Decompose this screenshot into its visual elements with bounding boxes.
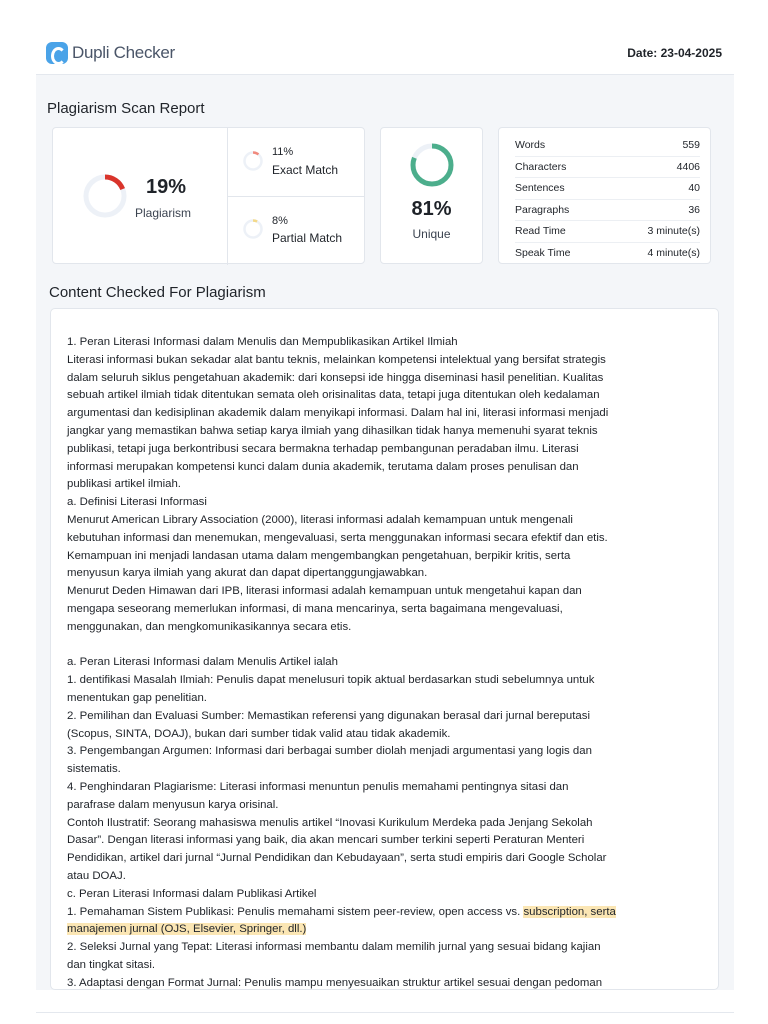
unique-percent: 81% [411,198,452,220]
unique-label: Unique [412,227,451,241]
stat-row-words [515,135,700,157]
partial-match-ring [242,218,264,240]
plagiarism-card [52,127,365,264]
content-line: Menurut American Library Association (2000), literasi informasi adalah kemampuan untuk mengenali [67,513,573,526]
stat-value: 4 minute(s) [647,247,700,260]
content-line: 1. dentifikasi Masalah Ilmiah: Penulis dapat menelusuri topik aktual berdasarkan studi sebelumnya untuk [67,674,595,687]
unique-card [380,127,483,264]
content-line: c. Peran Literasi Informasi dalam Publikasi Artikel [67,887,317,900]
content-line: 2. Seleksi Jurnal yang Tepat: Literasi informasi membantu dalam memilih jurnal yang sesuai bidang kajian [67,941,601,954]
stats-card [498,127,711,264]
content-line: mengapa seseorang memerlukan informasi, di mana mencarinya, serta bagaimana mengevaluasi, [67,602,563,615]
content-line: Dasar”. Dengan literasi informasi yang baik, dia akan mencari sumber terkini seperti Peraturan Menteri [67,834,585,847]
stat-label: Sentences [515,182,565,195]
content-lines [67,334,705,904]
content-line: Menurut Deden Himawan dari IPB, literasi informasi adalah kemampuan untuk mengetahui kapan dan [67,585,582,598]
stat-row-speak-time [515,243,700,265]
content-line: a. Peran Literasi Informasi dalam Menulis Artikel ialah [67,656,338,669]
logo[interactable] [46,42,175,64]
content-line-highlighted [67,904,705,922]
exact-match-ring [242,150,264,172]
exact-match-ring-track [245,153,262,170]
report-title: Plagiarism Scan Report [47,100,205,117]
partial-match-percent: 8% [272,215,288,227]
content-line: a. Definisi Literasi Informasi [67,496,207,509]
content-line: publikasi, tetapi juga berkontribusi secara bermakna terhadap pembangunan peradaban ilmu. Literasi [67,442,579,455]
content-line: menggunakan, dan mengkomunikasikannya secara etis. [67,620,352,633]
content-line: (Scopus, SINTA, DOAJ), bukan dari sumber tidak valid atau tidak akademik. [67,727,451,740]
content-box[interactable] [50,308,719,990]
stat-value: 3 minute(s) [647,225,700,238]
content-line: 1. Peran Literasi Informasi dalam Menulis dan Mempublikasikan Artikel Ilmiah [67,336,458,348]
content-tail-lines [67,939,705,990]
checked-content-text [67,334,705,990]
stat-label: Characters [515,160,567,173]
stat-row-characters [515,157,700,179]
content-line: sebuah artikel ilmiah tidak ditentukan semata oleh orisinalitas data, tetapi juga ditentukan oleh kedalaman [67,389,600,402]
card-divider-horizontal [228,196,365,197]
logo-text: Dupli Checker [72,43,175,62]
page-bottom-divider [36,1012,734,1013]
content-blank-line [67,637,705,655]
content-line-text: 1. Pemahaman Sistem Publikasi: Penulis memahami sistem peer-review, open access vs. [67,905,524,918]
content-line: 3. Adaptasi dengan Format Jurnal: Penulis mampu menyesuaikan struktur artikel sesuai dengan pedoman [67,976,603,989]
stat-row-paragraphs [515,200,700,222]
content-line: atau DOAJ. [67,869,126,882]
partial-match-label: Partial Match [272,231,343,245]
report-header [0,0,768,74]
plagiarism-percent: 19% [146,176,187,198]
content-line: dalam seluruh siklus pengetahuan akademik: dari konsepsi ide hingga diseminasi hasil penelitian. Kualitas [67,371,604,384]
stat-label: Paragraphs [515,203,570,216]
matched-text-highlight[interactable]: subscription, serta [523,905,616,918]
stat-value: 4406 [676,160,700,173]
content-section-title: Content Checked For Plagiarism [49,284,266,301]
stat-label: Words [515,139,546,152]
partial-match-ring-track [245,221,262,238]
content-line: menyusun karya ilmiah yang akurat dan dapat dipertanggungjawabkan. [67,567,428,580]
content-line: publikasi artikel ilmiah. [67,478,181,491]
content-line: argumentasi dan kedisiplinan akademik dalam menyikapi informasi. Dalam hal ini, literasi informasi menjadi [67,407,609,420]
content-line: jangkar yang memastikan bahwa setiap karya ilmiah yang dihasilkan tidak hanya memenuhi syarat teknis [67,424,598,437]
stat-value: 40 [688,182,700,195]
stat-value: 559 [682,139,700,152]
plagiarism-ring [81,172,129,220]
content-line: Pendidikan, artikel dari jurnal “Jurnal Pendidikan dan Kebudayaan”, serta studi empiris dari Google Scholar [67,852,607,865]
stat-value: 36 [688,203,700,216]
content-line: sistematis. [67,763,121,776]
unique-ring [408,141,456,189]
content-line: kebutuhan informasi dan menemukan, mengevaluasi, serta menggunakan informasi secara efektif dan etis. [67,531,608,544]
content-line: informasi merupakan kompetensi kunci dalam dunia akademik, terutama dalam proses penulisan dan [67,460,579,473]
stat-label: Speak Time [515,247,571,260]
duplichecker-logo-icon [46,42,68,64]
content-line: 3. Pengembangan Argumen: Informasi dari berbagai sumber diolah menjadi argumentasi yang logis dan [67,745,592,758]
plagiarism-label: Plagiarism [135,206,192,220]
content-line-highlighted [67,921,705,939]
stat-label: Read Time [515,225,566,238]
content-line: parafrase dalam menyusun karya orisinal. [67,798,279,811]
content-line: Literasi informasi bukan sekadar alat bantu teknis, melainkan kompetensi intelektual yang bersifat strategis [67,353,606,366]
stat-row-sentences [515,178,700,200]
content-line: 2. Pemilihan dan Evaluasi Sumber: Memastikan referensi yang digunakan berasal dari jurnal bereputasi [67,709,590,722]
stat-row-read-time [515,221,700,243]
content-line: Kemampuan ini menjadi landasan utama dalam mengembangkan pengetahuan, berpikir kritis, serta [67,549,571,562]
report-date: Date: 23-04-2025 [627,46,722,60]
exact-match-percent: 11% [272,146,294,158]
content-line: dan tingkat sitasi. [67,958,156,971]
matched-text-highlight[interactable]: manajemen jurnal (OJS, Elsevier, Springer, dll.) [67,923,307,936]
exact-match-label: Exact Match [272,163,339,177]
content-line: Contoh Ilustratif: Seorang mahasiswa menulis artikel “Inovasi Kurikulum Merdeka pada Jenjang Sekolah [67,816,593,829]
content-line: menentukan gap penelitian. [67,691,207,704]
content-line: 4. Penghindaran Plagiarisme: Literasi informasi menuntun penulis memahami pentingnya sitasi dan [67,780,569,793]
